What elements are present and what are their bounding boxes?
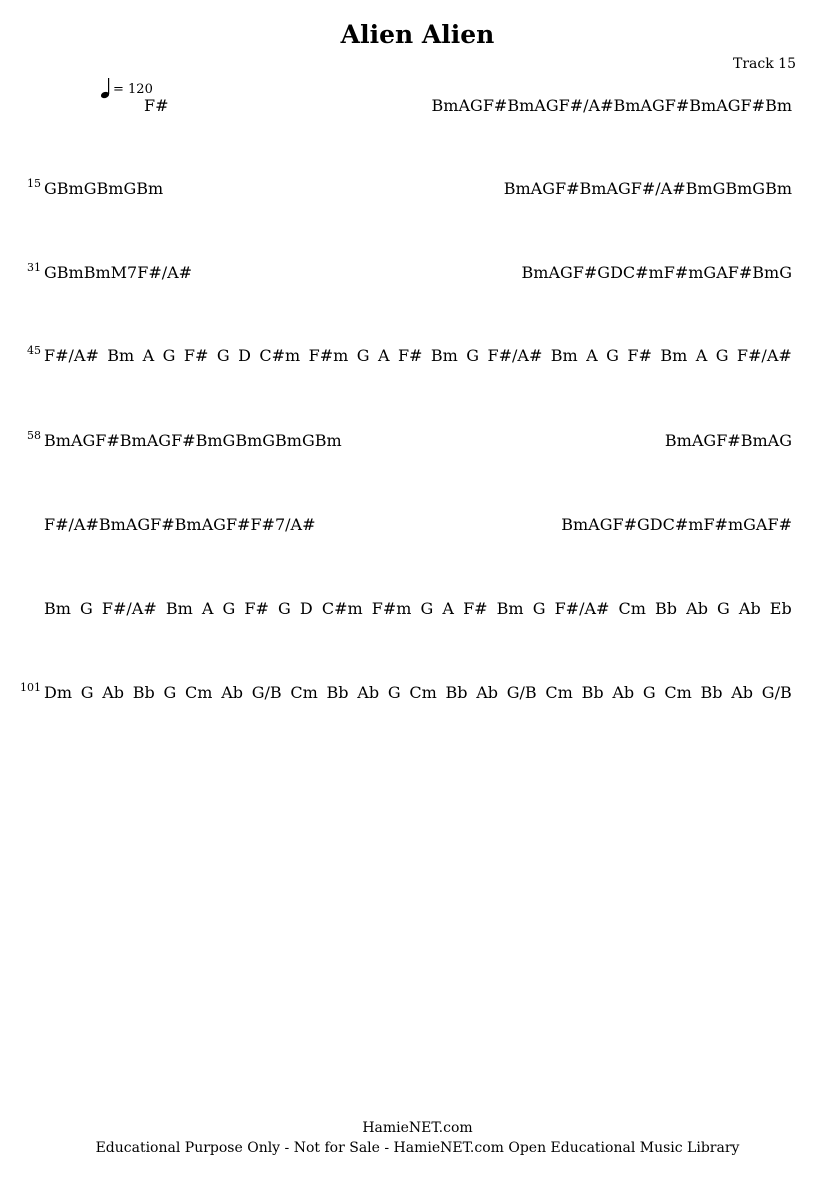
chord-symbol: A [458, 96, 471, 115]
chord-symbol: Cm [664, 683, 692, 702]
chord-row [44, 263, 792, 285]
chord-symbol: Bm [579, 179, 607, 198]
chord-symbol: Bm [430, 346, 458, 365]
chord-symbol: A [534, 96, 546, 115]
chord-symbol: BmM7 [83, 263, 138, 282]
chord-symbol: F# [244, 599, 269, 618]
chord-symbol: G [83, 179, 97, 198]
chord-symbol: Bm [275, 431, 302, 450]
chord-symbol: G [278, 599, 291, 618]
chord-symbol: G [532, 599, 546, 618]
chord-symbol: Bm [503, 179, 531, 198]
measure-number: 45 [27, 344, 41, 357]
chord-symbol: F# [572, 263, 598, 282]
chord-symbol: Ab [102, 683, 125, 702]
chord-symbol: Bm [664, 431, 692, 450]
chord-symbol: G [617, 179, 631, 198]
quarter-note-icon [100, 76, 114, 100]
chord-symbol: Cm [290, 683, 318, 702]
chord-symbol: Ab [612, 683, 635, 702]
chord-symbol: G [542, 179, 555, 198]
chord-symbol: Ab [221, 683, 243, 702]
chord-symbol: G [356, 346, 370, 365]
chord-symbol: A [201, 515, 214, 534]
chord-row [44, 346, 792, 368]
chord-symbol: F# [225, 515, 251, 534]
chord-symbol: F# [554, 179, 580, 198]
chord-symbol: F#m [663, 263, 704, 282]
chord-symbol: A [767, 431, 780, 450]
chord-symbol: G [44, 263, 57, 282]
chord-symbol: Bm [725, 179, 753, 198]
chord-symbol: G [715, 346, 729, 365]
chord-symbol: A [142, 346, 155, 365]
chord-symbol: G [420, 599, 434, 618]
chord-symbol: A [716, 263, 728, 282]
chord-symbol: A [606, 179, 618, 198]
chord-symbol: Bb [445, 683, 468, 702]
chord-symbol: A [548, 263, 560, 282]
chord-symbol: G [387, 683, 401, 702]
chord-symbol: G [642, 683, 656, 702]
chord-symbol: Bm [165, 599, 193, 618]
chord-symbol: F# [612, 515, 638, 534]
chord-symbol: F#m [703, 515, 744, 534]
chord-symbol: Bm [174, 515, 202, 534]
chord-symbol: G [466, 346, 480, 365]
chord-symbol: Bb [700, 683, 723, 702]
chord-symbol: Ab [686, 599, 708, 618]
chord-symbol: C#m [622, 263, 664, 282]
chord-symbol: G [301, 431, 315, 450]
chord-symbol: F# [397, 346, 423, 365]
chord-symbol: G [222, 431, 236, 450]
chord-symbol: F# [183, 346, 209, 365]
chord-symbol: Bm [44, 599, 71, 618]
chord-symbol: F#m [371, 599, 412, 618]
chord-symbol: C#m [321, 599, 363, 618]
chord-symbol: Bm [740, 431, 768, 450]
chord-symbol: Bb [655, 599, 678, 618]
chord-symbol: D [610, 263, 623, 282]
chord-symbol: G [44, 179, 57, 198]
chord-symbol: Bb [326, 683, 349, 702]
chord-symbol: G [158, 431, 172, 450]
chord-symbol: Cm [409, 683, 437, 702]
track-label: Track 15 [733, 56, 796, 72]
chord-symbol: Bb [132, 683, 155, 702]
chord-row [44, 515, 792, 537]
chord-symbol: Bm [136, 179, 164, 198]
chord-symbol: Cm [545, 683, 573, 702]
chord-symbol: Bm [235, 431, 263, 450]
chord-symbol: D [649, 515, 663, 534]
chord-symbol: Bm [521, 263, 549, 282]
chord-symbol: G [216, 346, 230, 365]
chord-symbol: G [717, 599, 730, 618]
chord-symbol: F# [767, 515, 792, 534]
chord-symbol: Bm [561, 515, 589, 534]
chord-symbol: F#/A# [137, 263, 193, 282]
chord-symbol: Bm [507, 96, 535, 115]
chord-symbol: Ab [738, 599, 761, 618]
chord-symbol: Bm [765, 179, 792, 198]
chord-symbol: G [597, 263, 611, 282]
chord-symbol: A [716, 96, 728, 115]
chord-symbol: Bm [765, 96, 792, 115]
chord-symbol: Ab [476, 683, 499, 702]
chord-symbol: G [651, 96, 665, 115]
chord-symbol: Ab [731, 683, 754, 702]
chord-symbol: G [137, 515, 151, 534]
chord-symbol: A [125, 515, 138, 534]
chord-symbol: F# [716, 431, 741, 450]
footer-notice: Educational Purpose Only - Not for Sale - HamieNET.com Open Educational Music Library [95, 1140, 740, 1156]
chord-row [44, 179, 792, 201]
chord-symbol: F#m [308, 346, 349, 365]
chord-symbol: A [530, 179, 543, 198]
chord-symbol: G [80, 599, 93, 618]
chord-symbol: F# [463, 599, 488, 618]
chord-symbol: F#/A# [101, 599, 157, 618]
chord-row [44, 431, 792, 453]
chord-row [144, 96, 792, 118]
chord-symbol: G/B [761, 683, 792, 702]
score-title: Alien Alien [340, 20, 495, 49]
chord-symbol: A [695, 346, 708, 365]
chord-symbol: C#m [662, 515, 704, 534]
chord-symbol: Bm [56, 263, 84, 282]
chord-symbol: G [162, 346, 176, 365]
chord-symbol: Bm [685, 179, 713, 198]
chord-symbol: G [222, 599, 236, 618]
chord-symbol: Bm [689, 96, 717, 115]
chord-symbol: G [545, 96, 559, 115]
footer-site: HamieNET.com [362, 1120, 473, 1136]
chord-symbol: G [606, 346, 619, 365]
chord-symbol: G [637, 515, 650, 534]
chord-symbol: Cm [185, 683, 213, 702]
chord-symbol: F# [627, 346, 652, 365]
chord-symbol: Bm [44, 431, 71, 450]
chord-symbol: G [123, 179, 137, 198]
chord-symbol: A [640, 96, 652, 115]
chord-symbol: G [599, 515, 613, 534]
chord-symbol: Bm [496, 599, 524, 618]
chord-symbol: G [743, 515, 756, 534]
chord-symbol: A [588, 515, 600, 534]
chord-symbol: F# [664, 96, 690, 115]
chord-symbol: G/B [506, 683, 537, 702]
chord-symbol: C#m [259, 346, 301, 365]
chord-symbol: G [560, 263, 573, 282]
chord-symbol: Bm [613, 96, 641, 115]
chord-symbol: G [712, 179, 726, 198]
chord-symbol: F# [171, 431, 196, 450]
tempo-value: = 120 [113, 82, 153, 97]
chord-symbol: G/B [251, 683, 282, 702]
chord-symbol: F# [95, 431, 120, 450]
chord-symbol: F# [727, 263, 753, 282]
chord-symbol: G [470, 96, 483, 115]
chord-symbol: F# [144, 96, 169, 115]
measure-number: 101 [20, 681, 41, 694]
chord-symbol: G [163, 683, 177, 702]
chord-symbol: Bm [752, 263, 780, 282]
measure-number: 58 [27, 429, 41, 442]
chord-symbol: Bb [581, 683, 604, 702]
chord-symbol: Bm [98, 515, 126, 534]
chord-symbol: F#/A# [736, 346, 792, 365]
chord-symbol: Cm [618, 599, 646, 618]
chord-symbol: G [779, 431, 792, 450]
chord-symbol: Eb [769, 599, 792, 618]
chord-symbol: A [755, 515, 768, 534]
chord-symbol: Bm [119, 431, 147, 450]
chord-symbol: F#/A# [554, 599, 610, 618]
chord-row [44, 683, 792, 705]
chord-symbol: A [442, 599, 454, 618]
chord-symbol: Ab [357, 683, 380, 702]
chord-symbol: G [213, 515, 226, 534]
chord-symbol: Bm [56, 179, 84, 198]
chord-symbol: A [201, 599, 214, 618]
chord-symbol: G [80, 683, 94, 702]
chord-symbol: G [703, 431, 717, 450]
chord-symbol: F#7/A# [250, 515, 316, 534]
chord-symbol: G [262, 431, 276, 450]
chord-symbol: F#/A# [630, 179, 686, 198]
chord-symbol: Bm [107, 346, 135, 365]
chord-symbol: A [146, 431, 159, 450]
chord-symbol: A [70, 431, 83, 450]
chord-symbol: D [299, 599, 313, 618]
chord-symbol: G [779, 263, 792, 282]
chord-symbol: Bm [660, 346, 688, 365]
chord-symbol: Bm [195, 431, 223, 450]
chord-symbol: F# [740, 96, 766, 115]
chord-symbol: A [691, 431, 704, 450]
chord-symbol: G [703, 263, 717, 282]
chord-symbol: F#/A# [44, 346, 99, 365]
measure-number: 31 [27, 261, 41, 274]
measure-number: 15 [27, 177, 41, 190]
chord-symbol: G [727, 96, 741, 115]
chord-symbol: Bm [550, 346, 578, 365]
chord-symbol: F# [150, 515, 175, 534]
chord-symbol: A [377, 346, 390, 365]
chord-symbol: D [238, 346, 251, 365]
chord-symbol: Bm [314, 431, 342, 450]
chord-symbol: Dm [44, 683, 72, 702]
chord-symbol: F# [482, 96, 508, 115]
chord-symbol: F#/A# [487, 346, 543, 365]
chord-symbol: Bm [96, 179, 124, 198]
chord-symbol: F#/A# [558, 96, 614, 115]
chord-symbol: F#/A# [44, 515, 99, 534]
chord-symbol: A [586, 346, 598, 365]
chord-symbol: G [82, 431, 96, 450]
chord-symbol: G [752, 179, 766, 198]
chord-symbol: Bm [431, 96, 459, 115]
chord-row [44, 599, 792, 621]
